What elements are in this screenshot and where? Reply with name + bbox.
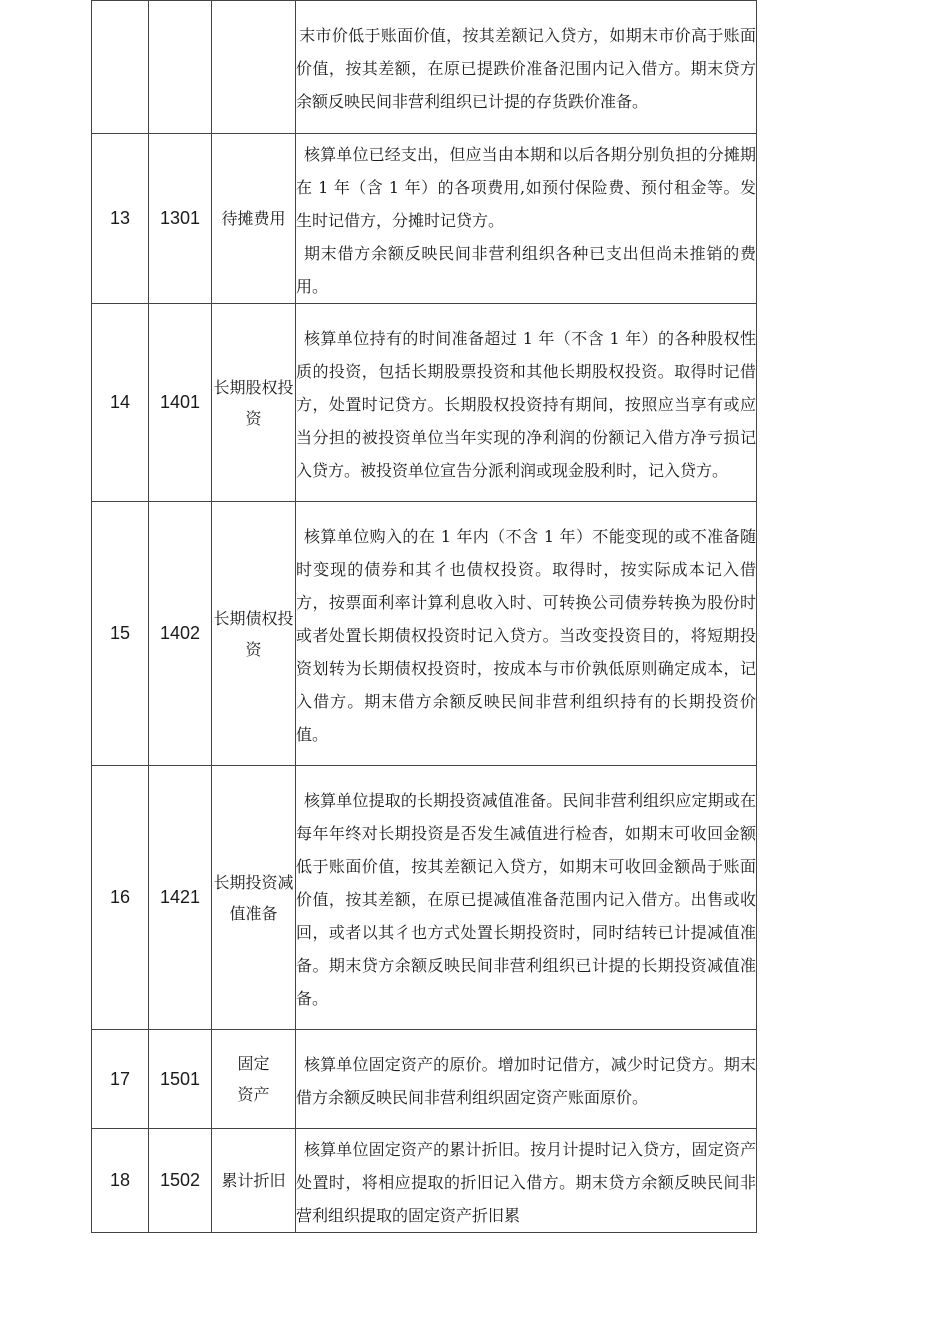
account-code: 1301 bbox=[149, 134, 212, 304]
table-row bbox=[92, 1030, 757, 1129]
table-row bbox=[92, 502, 757, 766]
account-name: 待摊费用 bbox=[212, 134, 296, 304]
account-description bbox=[296, 1129, 757, 1233]
accounts-table bbox=[91, 0, 757, 1233]
account-description bbox=[296, 502, 757, 766]
table-row bbox=[92, 304, 757, 502]
row-number bbox=[92, 1, 149, 134]
table-row bbox=[92, 766, 757, 1030]
description-paragraph: 末市价低于账面价值，按其差额记入贷方，如期末市价高于账面价值，按其差额，在原已提跌价准备氾围内记入借方。期末贷方余额反映民间非营利组织已计提的存货跌价准备。 bbox=[296, 26, 756, 111]
row-number: 16 bbox=[92, 766, 149, 1030]
description-paragraph: 核算单位固定资产的累计折旧。按月计提时记入贷方，固定资产处置时，将相应提取的折旧记入借方。期末贷方余额反映民间非营利组织提取的固定资产折旧累 bbox=[296, 1140, 756, 1225]
description-paragraph: 核算单位已经支出，但应当由本期和以后各期分别负担的分摊期在 1 年（含 1 年）的各项费用,如预付保险费、预付租金等。发生时记借方，分摊时记贷方。 bbox=[296, 145, 756, 230]
table-row bbox=[92, 1129, 757, 1233]
account-name: 累计折旧 bbox=[212, 1129, 296, 1233]
row-number: 17 bbox=[92, 1030, 149, 1129]
account-code bbox=[149, 1, 212, 134]
row-number: 14 bbox=[92, 304, 149, 502]
row-number: 18 bbox=[92, 1129, 149, 1233]
description-paragraph: 核算单位提取的长期投资减值准备。民间非营利组织应定期或在每年年终对长期投资是否发生减值进行检杳，如期末可收回金额低于账面价值，按其差额记入贷方，如期末可收回金额咼于账面价值，按其差额，在原已提减值准备范围内记入借方。出售或收回，或者以其彳也方式处置长期投资时，同时结转已计提减值准备。期末贷方余额反映民间非营利组织已计提的长期投资减值准备。 bbox=[296, 791, 756, 1008]
row-number: 15 bbox=[92, 502, 149, 766]
description-paragraph: 核算单位固定资产的原价。增加时记借方，减少时记贷方。期末借方余额反映民间非营利组织固定资产账面原价。 bbox=[296, 1055, 756, 1107]
table-row bbox=[92, 134, 757, 304]
account-description bbox=[296, 1, 757, 134]
account-name: 长期债权投资 bbox=[212, 502, 296, 766]
account-code: 1421 bbox=[149, 766, 212, 1030]
account-code: 1502 bbox=[149, 1129, 212, 1233]
account-description bbox=[296, 1030, 757, 1129]
account-code: 1401 bbox=[149, 304, 212, 502]
account-code: 1501 bbox=[149, 1030, 212, 1129]
description-paragraph: 期末借方余额反映民间非营利组织各种已支出但尚未推销的费用。 bbox=[296, 244, 756, 296]
account-name: 固定资产 bbox=[212, 1030, 296, 1129]
description-paragraph: 核算单位购入的在 1 年内（不含 1 年）不能变现的或不准备随时变现的债券和其彳也债权投资。取得时，按实际成本记入借方，按票面利率计算利息收入时、可转换公司债券转换为股份时或者处置长期债权投资时记入贷方。当改变投资目的，将短期投资划转为长期债权投资时，按成本与市价孰低原则确定成本，记入借方。期末借方余额反映民间非营利组织持有的长期投资价值。 bbox=[296, 527, 756, 744]
account-description bbox=[296, 304, 757, 502]
account-name bbox=[212, 1, 296, 134]
account-name: 长期股权投资 bbox=[212, 304, 296, 502]
accounts-table-body bbox=[92, 1, 757, 1233]
table-row bbox=[92, 1, 757, 134]
account-description bbox=[296, 766, 757, 1030]
row-number: 13 bbox=[92, 134, 149, 304]
description-paragraph: 核算单位持有的时间准备超过 1 年（不含 1 年）的各种股权性质的投资，包括长期股票投资和其他长期股权投资。取得时记借方，处置时记贷方。长期股权投资持有期间，按照应当享有或应当分担的被投资单位当年实现的净利润的份额记入借方净亏损记入贷方。被投资单位宣告分派利润或现金股利时，记入贷方。 bbox=[296, 329, 756, 480]
account-description bbox=[296, 134, 757, 304]
account-code: 1402 bbox=[149, 502, 212, 766]
account-name: 长期投资减值准备 bbox=[212, 766, 296, 1030]
